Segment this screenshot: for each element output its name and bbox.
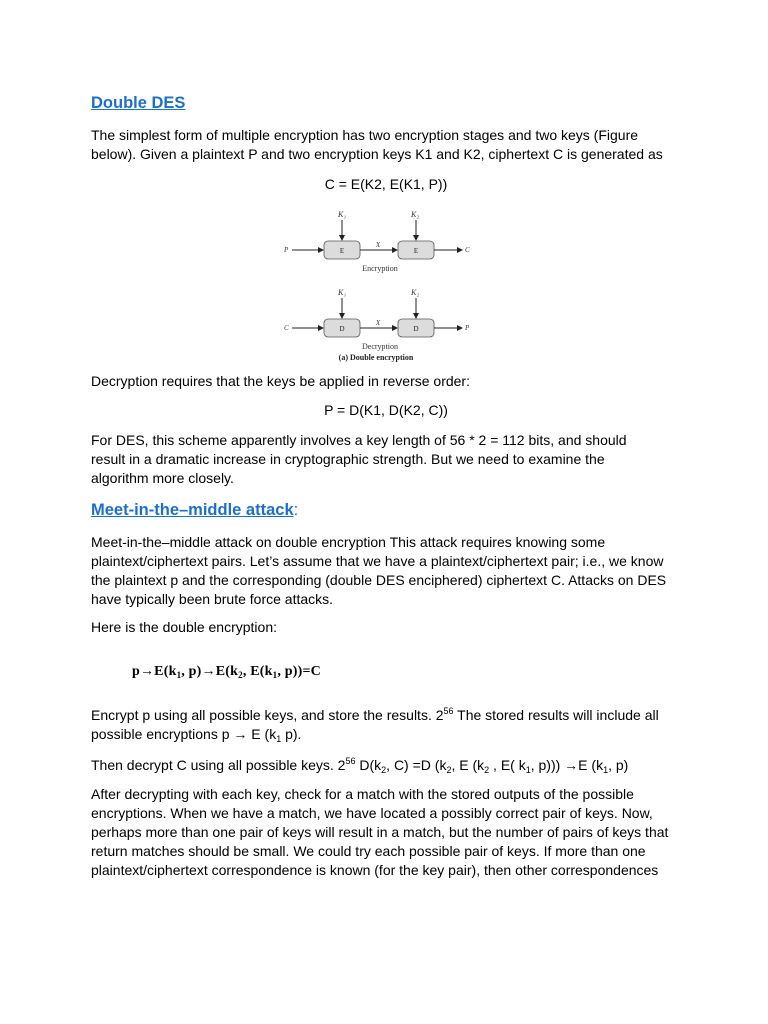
fig-enc-output: C (465, 246, 470, 254)
fig-dec-box-1-label: D (339, 325, 345, 333)
double-encryption-formula: $p\to E(k_1$, $p)\to E(k_2$, $E(k_1$, p))=C (132, 664, 321, 680)
mitm-paragraph: Meet-in-the–middle attack on double encryption This attack requires knowing some plaintext/ciphertext pairs. Let’s assume that we have a plaintext/ciphertext pair; i.e., we know the plaintext p and the corresponding (double DES enciphered) ciphertext C. Attacks on DES have typically been brute force attacks. (91, 534, 667, 607)
fig-enc-box-1-label: E (339, 247, 345, 255)
fig-dec-box-2-label: D (413, 325, 419, 333)
double-encryption-intro: Here is the double encryption: (91, 619, 277, 635)
decrypt-all-keys-paragraph: Then decrypt C using all possible keys. $2^{56}$ $D(k_2$, C) =D ($k_2$, E ($k_2$ , E( $k_1$, p))) →E ($k_1$, p) (91, 756, 629, 775)
heading-meet-in-the-middle: Meet-in-the–middle attack: (91, 501, 299, 519)
fig-key1-dec: K₁ (338, 288, 347, 297)
double-encryption-figure (278, 206, 478, 366)
fig-dec-output: P (465, 324, 470, 332)
fig-key2-enc: K₂ (411, 210, 420, 219)
fig-key2-dec: K₂ (411, 288, 420, 297)
decryption-requirement: Decryption requires that the keys be applied in reverse order: (91, 373, 470, 389)
fig-key1-enc: K₁ (338, 210, 347, 219)
fig-enc-box-2-label: E (413, 247, 419, 255)
heading-double-des: Double DES (91, 94, 186, 112)
fig-enc-input: P (284, 246, 289, 254)
fig-dec-input: C (284, 324, 289, 332)
fig-dec-mid: X (375, 319, 381, 327)
fig-dec-caption: Decryption (362, 342, 398, 351)
key-length-paragraph: For DES, this scheme apparently involves a key length of 56 * 2 = 112 bits, and should result in a dramatic increase in cryptographic strength. But we need to examine the algorithm more closely. (91, 432, 627, 486)
equation-decrypt: P = D(K1, D(K2, C)) (324, 402, 448, 418)
intro-paragraph: The simplest form of multiple encryption has two encryption stages and two keys (Figure below). Given a plaintext P and two encryption keys K1 and K2, ciphertext C is generated as (91, 127, 663, 162)
equation-encrypt: C = E(K2, E(K1, P)) (324, 176, 448, 192)
fig-caption: (a) Double encryption (338, 353, 414, 362)
encrypt-all-keys-paragraph: Encrypt p using all possible keys, and store the results. $2^{56}$ The stored results will include all possible encryptions p → E ($k_1$ p). (91, 706, 659, 744)
after-decrypting-paragraph: After decrypting with each key, check for a match with the stored outputs of the possible encryptions. When we have a match, we have located a possibly correct pair of keys. Now, perhaps more than one pair of keys will result in a match, but the number of pairs of keys that return matches should be small. We could try each possible pair of keys. If more than one plaintext/ciphertext correspondence is known (for the key pair), then other correspondences (91, 786, 669, 878)
fig-enc-caption: Encryption (362, 264, 398, 273)
fig-enc-mid: X (375, 241, 381, 249)
